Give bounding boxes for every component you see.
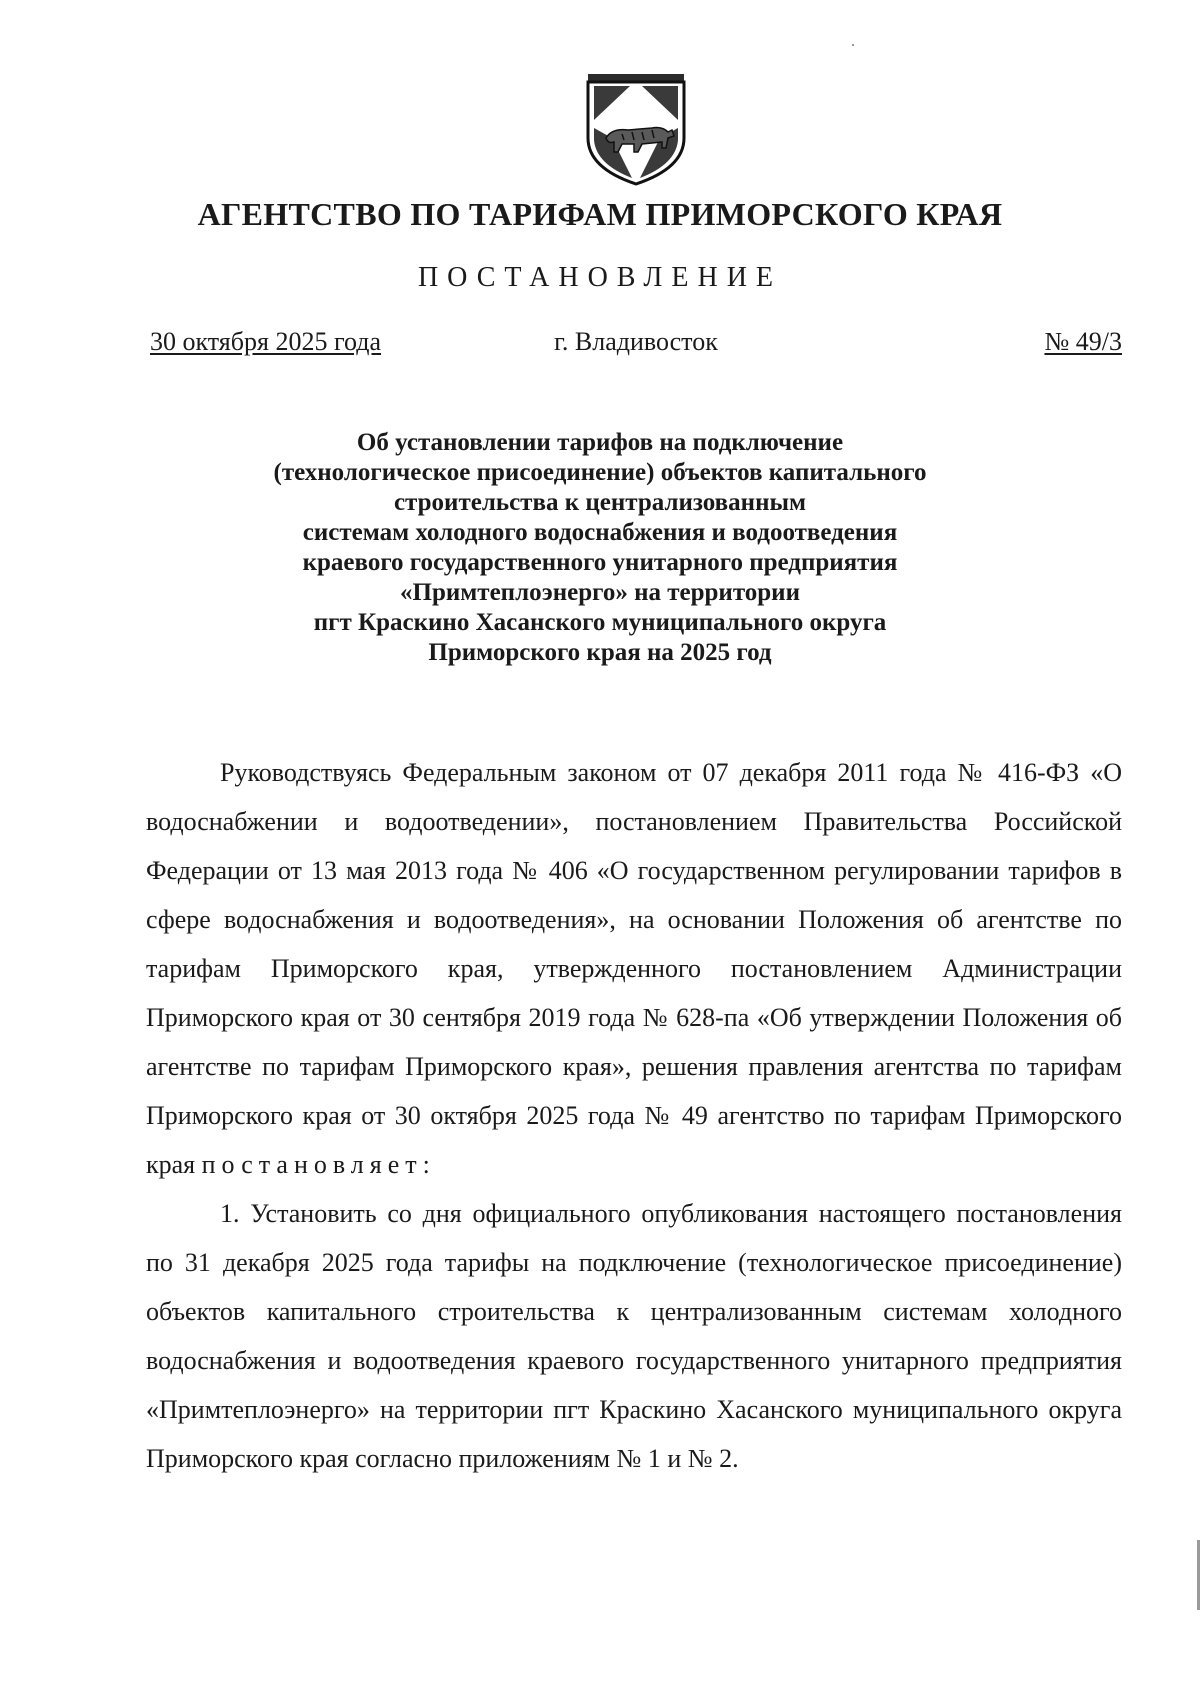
title-line: «Примтеплоэнерго» на территории bbox=[400, 579, 800, 606]
decree-word: постановляет: bbox=[201, 1150, 436, 1179]
title-line: (технологическое присоединение) объектов капитального bbox=[273, 459, 927, 486]
title-line: пгт Краскино Хасанского муниципального округа bbox=[313, 609, 887, 636]
document-city: г. Владивосток bbox=[554, 327, 718, 356]
document-meta-row bbox=[150, 327, 1122, 361]
preamble-text: Руководствуясь Федеральным законом от 07 декабря 2011 года № 416-ФЗ «О водоснабжении и водоотведении», постановлением Правительства Российской Федерации от 13 мая 2013 года № 406 «О государственном регулировании тарифов в сфере водоснабжения и водоотведения», на основании Положения об агентстве по тарифам Приморского края, утвержденного постановлением Администрации Приморского края от 30 сентября 2019 года № 628-па «Об утверждении Положения об агентстве по тарифам Приморского края», решения правления агентства по тарифам Приморского края от 30 октября 2025 года № 49 агентство по тарифам Приморского края bbox=[146, 758, 1122, 1179]
document-title bbox=[0, 428, 1200, 668]
coat-of-arms-icon bbox=[582, 68, 690, 188]
title-line: Приморского края на 2025 год bbox=[428, 639, 772, 666]
title-line: системам холодного водоснабжения и водоотведения bbox=[302, 519, 898, 546]
agency-name: АГЕНТСТВО ПО ТАРИФАМ ПРИМОРСКОГО КРАЯ bbox=[197, 196, 1003, 232]
item-1-paragraph: 1. Установить со дня официального опубликования настоящего постановления по 31 декабря 2025 года тарифы на подключение (технологическое присоединение) объектов капитального строительства к централизованным системам холодного водоснабжения и водоотведения краевого государственного унитарного предприятия «Примтеплоэнерго» на территории пгт Краскино Хасанского муниципального округа Приморского края согласно приложениям № 1 и № 2. bbox=[146, 1199, 1122, 1473]
document-type: ПОСТАНОВЛЕНИЕ bbox=[417, 262, 783, 293]
scan-speck bbox=[852, 44, 854, 46]
title-line: Об установлении тарифов на подключение bbox=[356, 429, 844, 456]
title-line: краевого государственного унитарного предприятия bbox=[302, 549, 898, 576]
preamble-paragraph bbox=[146, 748, 1122, 1189]
document-date: 30 октября 2025 года bbox=[150, 327, 381, 356]
title-line: строительства к централизованным bbox=[393, 489, 807, 516]
document-number: № 49/3 bbox=[1044, 327, 1122, 356]
document-body bbox=[146, 748, 1122, 1483]
